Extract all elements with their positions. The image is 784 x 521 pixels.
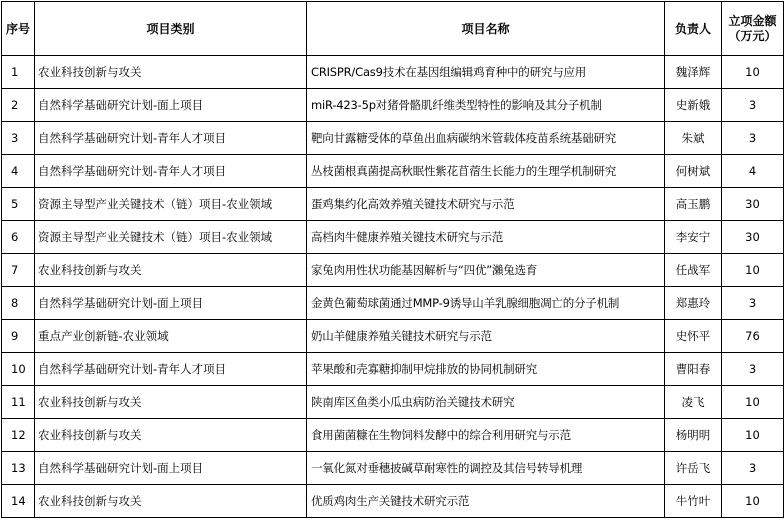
cell-name: miR-423-5p对猪骨骼肌纤维类型特性的影响及其分子机制 (307, 89, 665, 122)
cell-amount: 4 (722, 155, 784, 188)
cell-no: 2 (2, 89, 35, 122)
cell-name: 奶山羊健康养殖关键技术研究与示范 (307, 320, 665, 353)
cell-category: 自然科学基础研究计划-青年人才项目 (35, 155, 307, 188)
cell-amount: 3 (722, 89, 784, 122)
cell-person: 牛竹叶 (665, 485, 722, 518)
cell-name: 丛枝菌根真菌提高秋眠性紫花苜蓿生长能力的生理学机制研究 (307, 155, 665, 188)
table-row (2, 485, 784, 518)
cell-person: 许岳飞 (665, 452, 722, 485)
cell-no: 10 (2, 353, 35, 386)
cell-name: 苹果酸和壳寡糖抑制甲烷排放的协同机制研究 (307, 353, 665, 386)
cell-person: 何树斌 (665, 155, 722, 188)
cell-category: 自然科学基础研究计划-青年人才项目 (35, 122, 307, 155)
table-row (2, 155, 784, 188)
cell-person: 李安宁 (665, 221, 722, 254)
cell-category: 农业科技创新与攻关 (35, 386, 307, 419)
cell-name: 食用菌菌糠在生物饲料发酵中的综合利用研究与示范 (307, 419, 665, 452)
table-row (2, 320, 784, 353)
cell-amount: 10 (722, 386, 784, 419)
cell-amount: 3 (722, 353, 784, 386)
cell-category: 农业科技创新与攻关 (35, 56, 307, 89)
cell-no: 8 (2, 287, 35, 320)
header-category: 项目类别 (35, 2, 307, 56)
cell-person: 郑惠玲 (665, 287, 722, 320)
cell-no: 7 (2, 254, 35, 287)
cell-category: 自然科学基础研究计划-面上项目 (35, 89, 307, 122)
table-row (2, 56, 784, 89)
cell-category: 资源主导型产业关键技术（链）项目-农业领域 (35, 221, 307, 254)
cell-amount: 30 (722, 221, 784, 254)
cell-category: 农业科技创新与攻关 (35, 485, 307, 518)
cell-no: 11 (2, 386, 35, 419)
cell-amount: 10 (722, 254, 784, 287)
header-amount (722, 2, 784, 56)
cell-no: 4 (2, 155, 35, 188)
table-row (2, 122, 784, 155)
cell-amount: 10 (722, 56, 784, 89)
table-row (2, 188, 784, 221)
header-name: 项目名称 (307, 2, 665, 56)
table-row (2, 287, 784, 320)
table-row (2, 419, 784, 452)
cell-no: 6 (2, 221, 35, 254)
cell-name: 一氧化氮对垂穗披碱草耐寒性的调控及其信号转导机理 (307, 452, 665, 485)
cell-name: 优质鸡肉生产关键技术研究示范 (307, 485, 665, 518)
table-row (2, 386, 784, 419)
cell-no: 1 (2, 56, 35, 89)
table-header-row (2, 2, 784, 56)
table-row (2, 353, 784, 386)
header-person: 负责人 (665, 2, 722, 56)
cell-person: 史怀平 (665, 320, 722, 353)
cell-name: CRISPR/Cas9技术在基因组编辑鸡育种中的研究与应用 (307, 56, 665, 89)
cell-person: 魏泽辉 (665, 56, 722, 89)
table-row (2, 221, 784, 254)
cell-name: 蛋鸡集约化高效养殖关键技术研究与示范 (307, 188, 665, 221)
cell-person: 朱斌 (665, 122, 722, 155)
cell-category: 农业科技创新与攻关 (35, 254, 307, 287)
cell-person: 曹阳春 (665, 353, 722, 386)
table-row (2, 452, 784, 485)
cell-amount: 76 (722, 320, 784, 353)
cell-no: 9 (2, 320, 35, 353)
cell-amount: 10 (722, 419, 784, 452)
cell-name: 陕南库区鱼类小瓜虫病防治关键技术研究 (307, 386, 665, 419)
project-table (1, 1, 784, 518)
cell-category: 自然科学基础研究计划-面上项目 (35, 452, 307, 485)
cell-amount: 3 (722, 122, 784, 155)
cell-name: 家兔肉用性状功能基因解析与“四优”瀨兔选育 (307, 254, 665, 287)
cell-name: 高档肉牛健康养殖关键技术研究与示范 (307, 221, 665, 254)
cell-no: 14 (2, 485, 35, 518)
cell-amount: 3 (722, 452, 784, 485)
cell-amount: 3 (722, 287, 784, 320)
cell-person: 史新娥 (665, 89, 722, 122)
table-row (2, 254, 784, 287)
cell-name: 金黄色葡萄球菌通过MMP-9诱导山羊乳腺细胞凋亡的分子机制 (307, 287, 665, 320)
cell-no: 5 (2, 188, 35, 221)
cell-amount: 30 (722, 188, 784, 221)
header-amount-line1: 立项金额 (728, 13, 777, 28)
cell-category: 资源主导型产业关键技术（链）项目-农业领域 (35, 188, 307, 221)
header-no: 序号 (2, 2, 35, 56)
cell-amount: 10 (722, 485, 784, 518)
cell-no: 13 (2, 452, 35, 485)
cell-no: 3 (2, 122, 35, 155)
cell-person: 凌飞 (665, 386, 722, 419)
cell-person: 高玉鹏 (665, 188, 722, 221)
table-row (2, 89, 784, 122)
cell-category: 自然科学基础研究计划-面上项目 (35, 287, 307, 320)
header-amount-line2: （万元） (728, 28, 777, 43)
cell-category: 重点产业创新链-农业领域 (35, 320, 307, 353)
cell-no: 12 (2, 419, 35, 452)
cell-person: 任战军 (665, 254, 722, 287)
cell-name: 靶向甘露糖受体的草鱼出血病碳纳米管载体疫苗系统基础研究 (307, 122, 665, 155)
cell-category: 自然科学基础研究计划-青年人才项目 (35, 353, 307, 386)
cell-category: 农业科技创新与攻关 (35, 419, 307, 452)
cell-person: 杨明明 (665, 419, 722, 452)
